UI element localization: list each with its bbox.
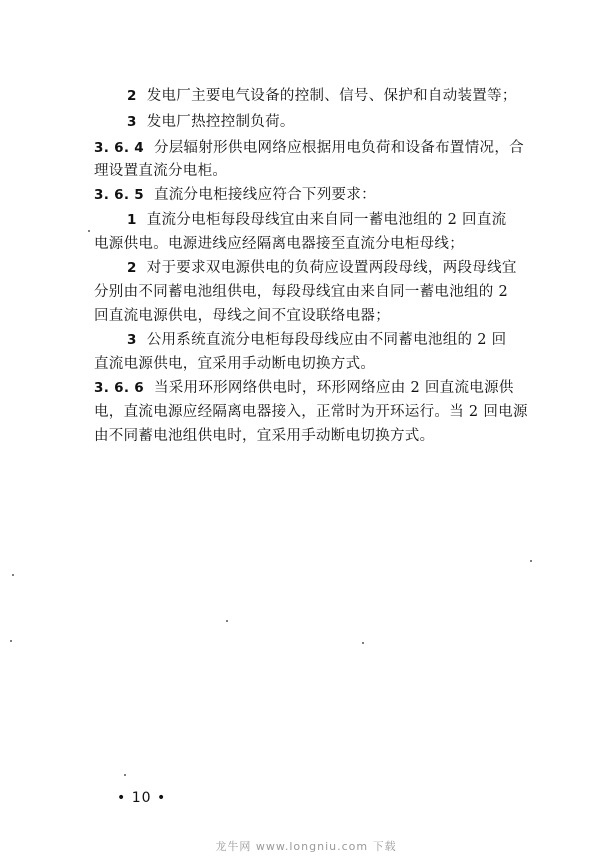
clause-number: 3. 6. 4	[94, 140, 144, 156]
clause-text: 直流分电柜接线应符合下列要求：	[153, 187, 376, 203]
item-number: 3	[127, 114, 137, 130]
clause	[94, 185, 554, 205]
item-number: 1	[127, 212, 137, 228]
clause-continuation: 电，直流电源应经隔离电器接入，正常时为开环运行。当 2 回电源	[94, 404, 528, 420]
list-item	[127, 210, 587, 230]
item-continuation: 分别由不同蓄电池组供电，每段母线宜由来自同一蓄电池组的 2	[94, 284, 509, 300]
clause-number: 3. 6. 6	[94, 380, 144, 396]
list-item	[127, 112, 587, 132]
clause-continuation: 由不同蓄电池组供电时，宜采用手动断电切换方式。	[94, 428, 435, 444]
item-text: 公用系统直流分电柜每段母线应由不同蓄电池组的 2 回	[146, 332, 507, 348]
item-continuation: 回直流电源供电，母线之间不宜设联络电器；	[94, 308, 390, 324]
list-item	[127, 330, 587, 350]
scan-speck	[12, 574, 14, 576]
scan-speck	[362, 642, 364, 644]
clause-number: 3. 6. 5	[94, 187, 144, 203]
item-number: 2	[127, 88, 137, 104]
list-item	[127, 258, 587, 278]
clause-text: 分层辐射形供电网络应根据用电负荷和设备布置情况，合	[153, 140, 524, 156]
scan-speck	[530, 560, 532, 562]
scan-speck	[226, 620, 228, 622]
item-number: 3	[127, 332, 137, 348]
list-item	[127, 86, 587, 106]
item-continuation: 电源供电。电源进线应经隔离电器接至直流分电柜母线；	[94, 236, 464, 252]
item-continuation: 直流电源供电，宜采用手动断电切换方式。	[94, 356, 376, 372]
clause	[94, 138, 554, 158]
item-text: 对于要求双电源供电的负荷应设置两段母线，两段母线宜	[146, 260, 517, 276]
clause	[94, 378, 554, 398]
watermark: 龙牛网 www.longniu.com 下载	[215, 840, 397, 853]
item-text: 发电厂主要电气设备的控制、信号、保护和自动装置等；	[146, 88, 517, 104]
page-number: • 10 •	[117, 790, 167, 806]
scan-speck	[88, 230, 90, 232]
clause-continuation: 理设置直流分电柜。	[94, 163, 228, 179]
clause-text: 当采用环形网络供电时，环形网络应由 2 回直流电源供	[153, 380, 514, 396]
scan-speck	[124, 774, 126, 776]
item-text: 直流分电柜每段母线宜由来自同一蓄电池组的 2 回直流	[146, 212, 507, 228]
item-number: 2	[127, 260, 137, 276]
scan-speck	[10, 640, 12, 642]
item-text: 发电厂热控控制负荷。	[146, 114, 295, 130]
